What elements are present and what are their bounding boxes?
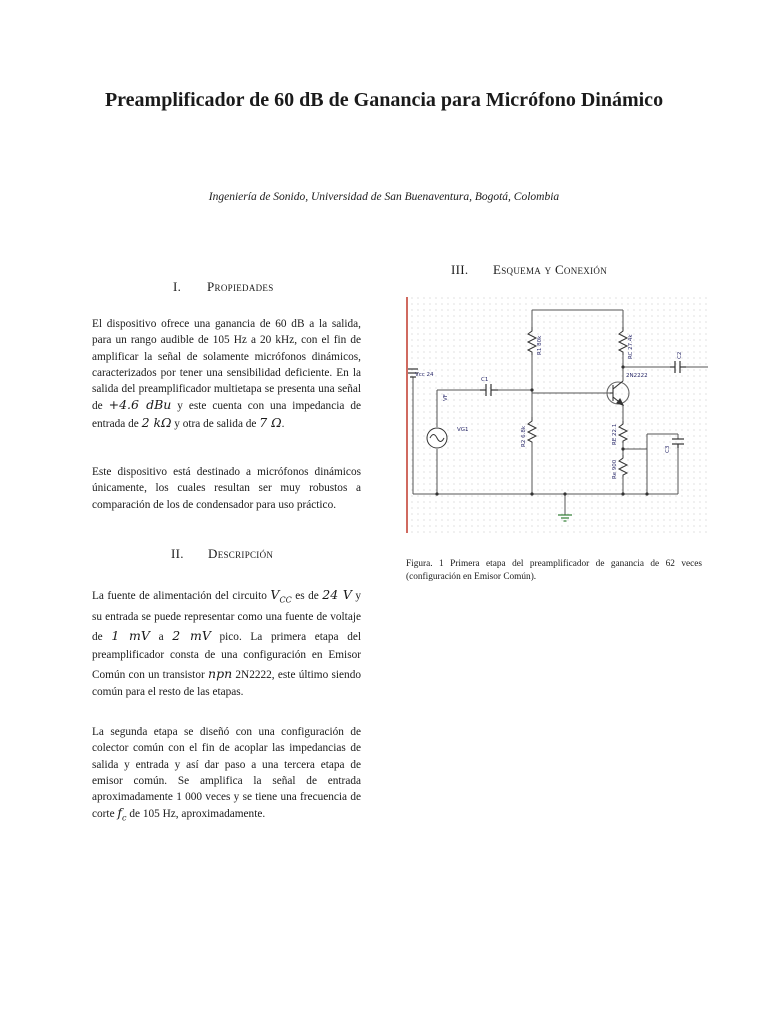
label-r1: R1 80k <box>537 335 543 355</box>
label-rc: RC 27.4k <box>628 334 634 359</box>
section-title: Propiedades <box>207 279 274 294</box>
text-run: y otra de salida de <box>174 417 257 430</box>
figure-caption: Figura. 1 Primera etapa del preamplificador de ganancia de 62 veces (configuración en Emisor Común). <box>406 559 702 582</box>
paragraph-usage: Este dispositivo está destinado a micrófonos dinámicos únicamente, los cuales resultan ser muy robustos a comparación de los de condensador para uso práctico. <box>92 466 361 511</box>
section-number: III. <box>451 262 469 277</box>
text-run: La fuente de alimentación del circuito <box>92 590 267 602</box>
section-heading-esquema <box>451 262 607 278</box>
text-run: . <box>281 417 285 430</box>
text-run: de 105 Hz, aproximadamente. <box>129 808 266 821</box>
label-c3: C3 <box>665 445 671 453</box>
label-vf: VF <box>443 394 449 401</box>
math-input-impedance: 2 kΩ <box>141 414 172 430</box>
math-symbol: V <box>270 587 280 602</box>
circuit-schematic <box>405 297 708 533</box>
math-npn: npn <box>208 665 233 681</box>
label-re: RE 22.1 <box>612 423 618 445</box>
label-c1: C1 <box>481 377 489 383</box>
text-run: La segunda etapa se diseñó con una configuración de colector común con el fin de acoplar las impedancias de salida y entrada y así dar paso a una tercera etapa de emisor común. Se amplifica la señal de entrada aproximadamente 1 000 veces y se tiene una frecuencia de corte <box>92 726 361 821</box>
math-24v: 24 V <box>322 587 352 602</box>
label-r2: R2 6.8k <box>521 425 527 447</box>
label-q: 2N2222 <box>626 373 648 379</box>
section-heading-descripcion <box>171 546 273 562</box>
math-subscript: c <box>122 813 127 823</box>
ac-source-vg1 <box>427 428 447 448</box>
paragraph-stages <box>92 724 361 827</box>
math-vcc <box>270 587 292 605</box>
label-vg1: VG1 <box>457 427 469 433</box>
paragraph-properties <box>92 316 361 432</box>
label-rfe: Re 900 <box>612 459 618 479</box>
grid-dots <box>407 297 708 533</box>
math-1mv: 1 mV <box>111 628 150 644</box>
text-run: 2N2222, este último siendo común para el resto de las etapas. <box>92 668 361 699</box>
affiliation: Ingeniería de Sonido, Universidad de San Buenaventura, Bogotá, Colombia <box>208 191 560 203</box>
section-number: I. <box>173 279 182 294</box>
text-run: y su entrada se puede representar como una fuente de voltaje de <box>92 590 362 644</box>
text-run: es de <box>295 590 319 602</box>
section-title: Descripción <box>208 546 274 561</box>
section-heading-propiedades <box>173 279 274 295</box>
math-fc <box>117 805 127 823</box>
text-run: El dispositivo ofrece una ganancia de 60 dB a la salida, para un rango audible de 105 Hz a 20 kHz, con el fin de amplificar la señal de solamente micrófonos dinámicos, caracterizados por tener una sensibilidad deficiente. En la salida del preamplificador multietapa se presenta una señal de <box>92 318 361 413</box>
math-output-impedance: 7 Ω <box>259 414 282 430</box>
math-subscript: CC <box>279 595 292 605</box>
section-title: Esquema y Conexión <box>493 262 608 277</box>
math-symbol: f <box>117 805 123 821</box>
text-run: y este cuenta con una impedancia de entrada de <box>92 400 361 430</box>
math-2mv: 2 mV <box>172 628 211 644</box>
section-number: II. <box>171 546 184 561</box>
paper-title: Preamplificador de 60 dB de Ganancia para Micrófono Dinámico <box>104 89 664 111</box>
label-c2: C2 <box>677 351 683 359</box>
paragraph-description <box>92 586 361 702</box>
text-run: a <box>158 631 164 644</box>
math-dbu: +4.6 dBu <box>108 397 172 413</box>
text-run: pico. La primera etapa del preamplificador consta de una configuración en Emisor Común con un transistor <box>92 631 361 681</box>
label-vcc: Vcc 24 <box>415 372 434 378</box>
